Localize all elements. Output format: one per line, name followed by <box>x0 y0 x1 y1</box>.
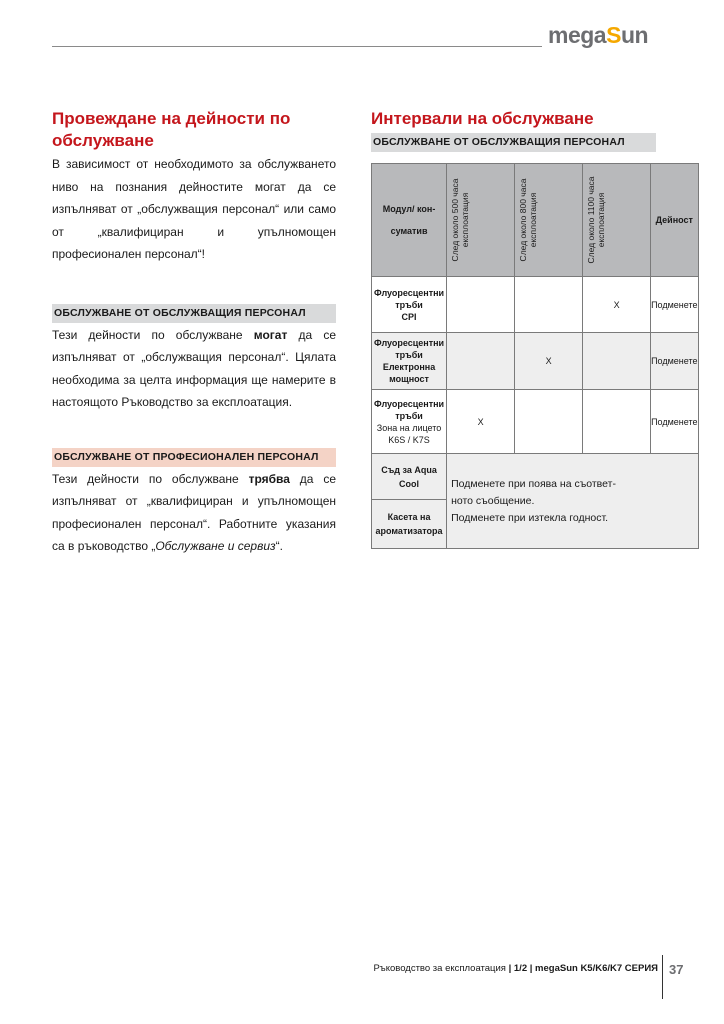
row2-action: Подменете <box>651 333 698 390</box>
row1-mark: X <box>583 277 651 333</box>
row3-module: Флуоресцентни тръби Зона на лицето K6S / K7S <box>372 390 447 454</box>
left-title: Провеждане на дейности по обслужване <box>52 109 291 150</box>
col-500h: След около 500 часа експлоатация <box>447 164 515 277</box>
left-column <box>52 108 336 558</box>
right-column <box>371 108 656 152</box>
page-number: 37 <box>669 962 684 977</box>
col-action: Дейност <box>651 164 698 277</box>
row5-module: Касета на ароматизатора <box>372 500 447 549</box>
row1-action: Подменете <box>651 277 698 333</box>
row2-module: Флуоресцентни тръби Електронна мощност <box>372 333 447 390</box>
table-header-row <box>372 164 699 277</box>
col-module: Модул/ кон- суматив <box>372 164 447 277</box>
table-row <box>372 333 699 390</box>
megasun-logo: megaSun <box>548 22 649 48</box>
footer-text: Ръководство за експлоатация | 1/2 | megaSun K5/K6/K7 СЕРИЯ <box>373 963 658 974</box>
row2-mark: X <box>515 333 583 390</box>
table-row <box>372 454 699 500</box>
row3-action: Подменете <box>651 390 698 454</box>
section-operator-text: Тези дейности по обслужване могат да се изпълняват от „обслужващия персонал“. Цялата необходима за целта информация ще намерите в настоящото Ръководство за експлоатация. <box>52 327 336 409</box>
table-row <box>372 390 699 454</box>
col-1100h: След около 1100 часа експлоатация <box>583 164 651 277</box>
right-title: Интервали на обслужване <box>371 109 594 128</box>
row1-module: Флуоресцентни тръби CPI <box>372 277 447 333</box>
row3-mark: X <box>447 390 515 454</box>
table-row <box>372 277 699 333</box>
right-section-heading: ОБСЛУЖВАНЕ ОТ ОБСЛУЖВАЩИЯ ПЕРСОНАЛ <box>371 133 656 152</box>
header-rule <box>52 46 542 47</box>
intro-paragraph: В зависимост от необходимото за обслужването ниво на познания дейностите могат да се изпълняват от „обслужващия персонал“ или само от „квалифициран и упълномощен професионален персонал“! <box>52 157 336 261</box>
footer-rule <box>662 955 663 999</box>
merged-action: Подменете при поява на съответ- ното съобщение. Подменете при изтекла годност. <box>447 454 698 549</box>
col-800h: След около 800 часа експлоатация <box>515 164 583 277</box>
service-interval-table <box>371 163 699 549</box>
row4-module: Съд за Aqua Cool <box>372 454 447 500</box>
section-heading-professional: ОБСЛУЖВАНЕ ОТ ПРОФЕСИОНАЛЕН ПЕРСОНАЛ <box>52 448 336 467</box>
section-professional-text: Тези дейности по обслужване трябва да се изпълняват от „квалифициран и упълномощен професионален персонал“. Работните указания са в ръководство „Обслужване и сервиз“. <box>52 471 336 553</box>
section-heading-operator: ОБСЛУЖВАНЕ ОТ ОБСЛУЖВАЩИЯ ПЕРСОНАЛ <box>52 304 336 323</box>
